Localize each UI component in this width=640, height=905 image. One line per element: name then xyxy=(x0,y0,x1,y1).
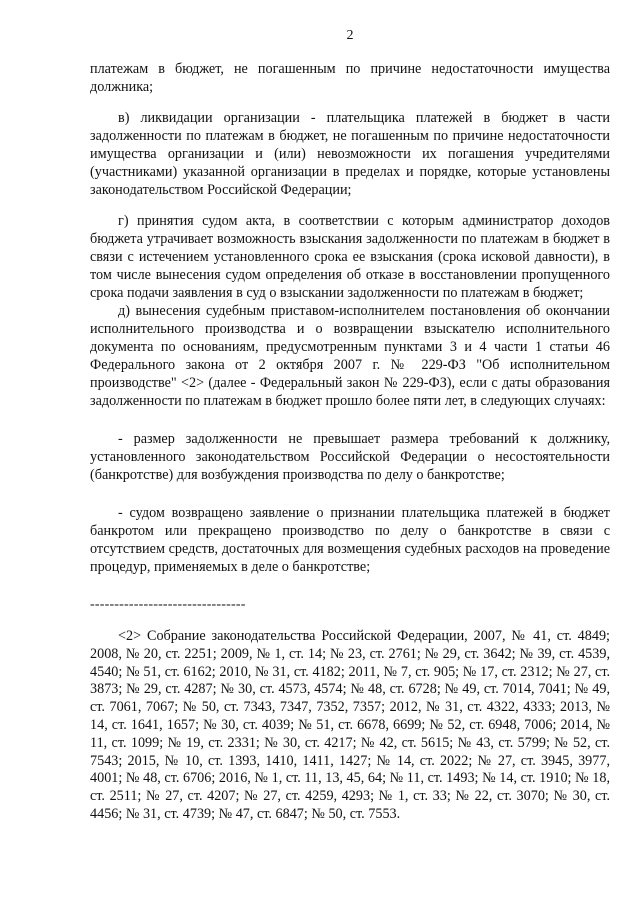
document-body xyxy=(90,60,610,576)
footnote-separator: -------------------------------- xyxy=(90,597,246,612)
footnote-2: <2> Собрание законодательства Российской Федерации, 2007, № 41, ст. 4849; 2008, № 20, ст. 2251; 2009, № 1, ст. 14; № 23, ст. 2761; № 29, ст. 3642; № 39, ст. 4539, 4540; № 51, ст. 6162; 2010, № 31, ст. 4182; 2011, № 7, ст. 905; № 17, ст. 2312; № 27, ст. 3873; № 29, ст. 4287; № 30, ст. 4573, 4574; № 48, ст. 6728; № 49, ст. 7014, 7041; № 49, ст. 7061, 7067; № 50, ст. 7343, 7347, 7352, 7357; 2012, № 31, ст. 4322, 4333; 2013, № 14, ст. 1641, 1657; № 30, ст. 4039; № 51, ст. 6678, 6699; № 52, ст. 6948, 7006; 2014, № 11, ст. 1099; № 19, ст. 2331; № 30, ст. 4217; № 42, ст. 5615; № 43, ст. 5799; № 52, ст. 7543; 2015, № 10, ст. 1393, 1410, 1411, 1427; № 14, ст. 2022; № 27, ст. 3945, 3977, 4001; № 48, ст. 6706; 2016, № 1, ст. 11, 13, 45, 64; № 11, ст. 1493; № 14, ст. 1910; № 18, ст. 2511; № 27, ст. 4207; № 27, ст. 4259, 4293; № 1, ст. 33; № 22, ст. 3070; № 30, ст. 4456; № 31, ст. 4739; № 47, ст. 6847; № 50, ст. 7553. xyxy=(90,628,610,822)
paragraph-d: д) вынесения судебным приставом-исполнителем постановления об окончании исполнительного производства и о возвращении взыскателю исполнительного документа по основаниям, предусмотренным пунктами 3 и 4 части 1 статьи 46 Федерального закона от 2 октября 2007 г. № 229-ФЗ "Об исполнительном производстве" <2> (далее - Федеральный закон № 229-ФЗ), если с даты образования задолженности по платежам в бюджет прошло более пяти лет, в следующих случаях: xyxy=(90,303,610,409)
paragraph-dash-2: - судом возвращено заявление о признании плательщика платежей в бюджет банкротом или прекращено производство по делу о банкротстве в связи с отсутствием средств, достаточных для возмещения судебных расходов на проведение процедур, применяемых в деле о банкротстве; xyxy=(90,505,610,575)
paragraph-g: г) принятия судом акта, в соответствии с которым администратор доходов бюджета утрачивает возможность взыскания задолженности по платежам в бюджет в связи с истечением установленного срока ее взыскания (срока исковой давности), в том числе вынесения судом определения об отказе в восстановлении пропущенного срока подачи заявления в суд о взыскании задолженности по платежам в бюджет; xyxy=(90,213,610,301)
paragraph-v: в) ликвидации организации - плательщика платежей в бюджет в части задолженности по платежам в бюджет, не погашенным по причине недостаточности имущества организации и (или) невозможности их погашения учредителями (участниками) указанной организации в пределах и порядке, которые установлены законодательством Российской Федерации; xyxy=(90,110,610,198)
document-page xyxy=(90,0,610,905)
paragraph-continuation: платежам в бюджет, не погашенным по причине недостаточности имущества должника; xyxy=(90,61,610,95)
paragraph-dash-1: - размер задолженности не превышает размера требований к должнику, установленного законодательством Российской Федерации о несостоятельности (банкротстве) для возбуждения производства по делу о банкротстве; xyxy=(90,431,610,483)
page-number: 2 xyxy=(346,28,354,43)
